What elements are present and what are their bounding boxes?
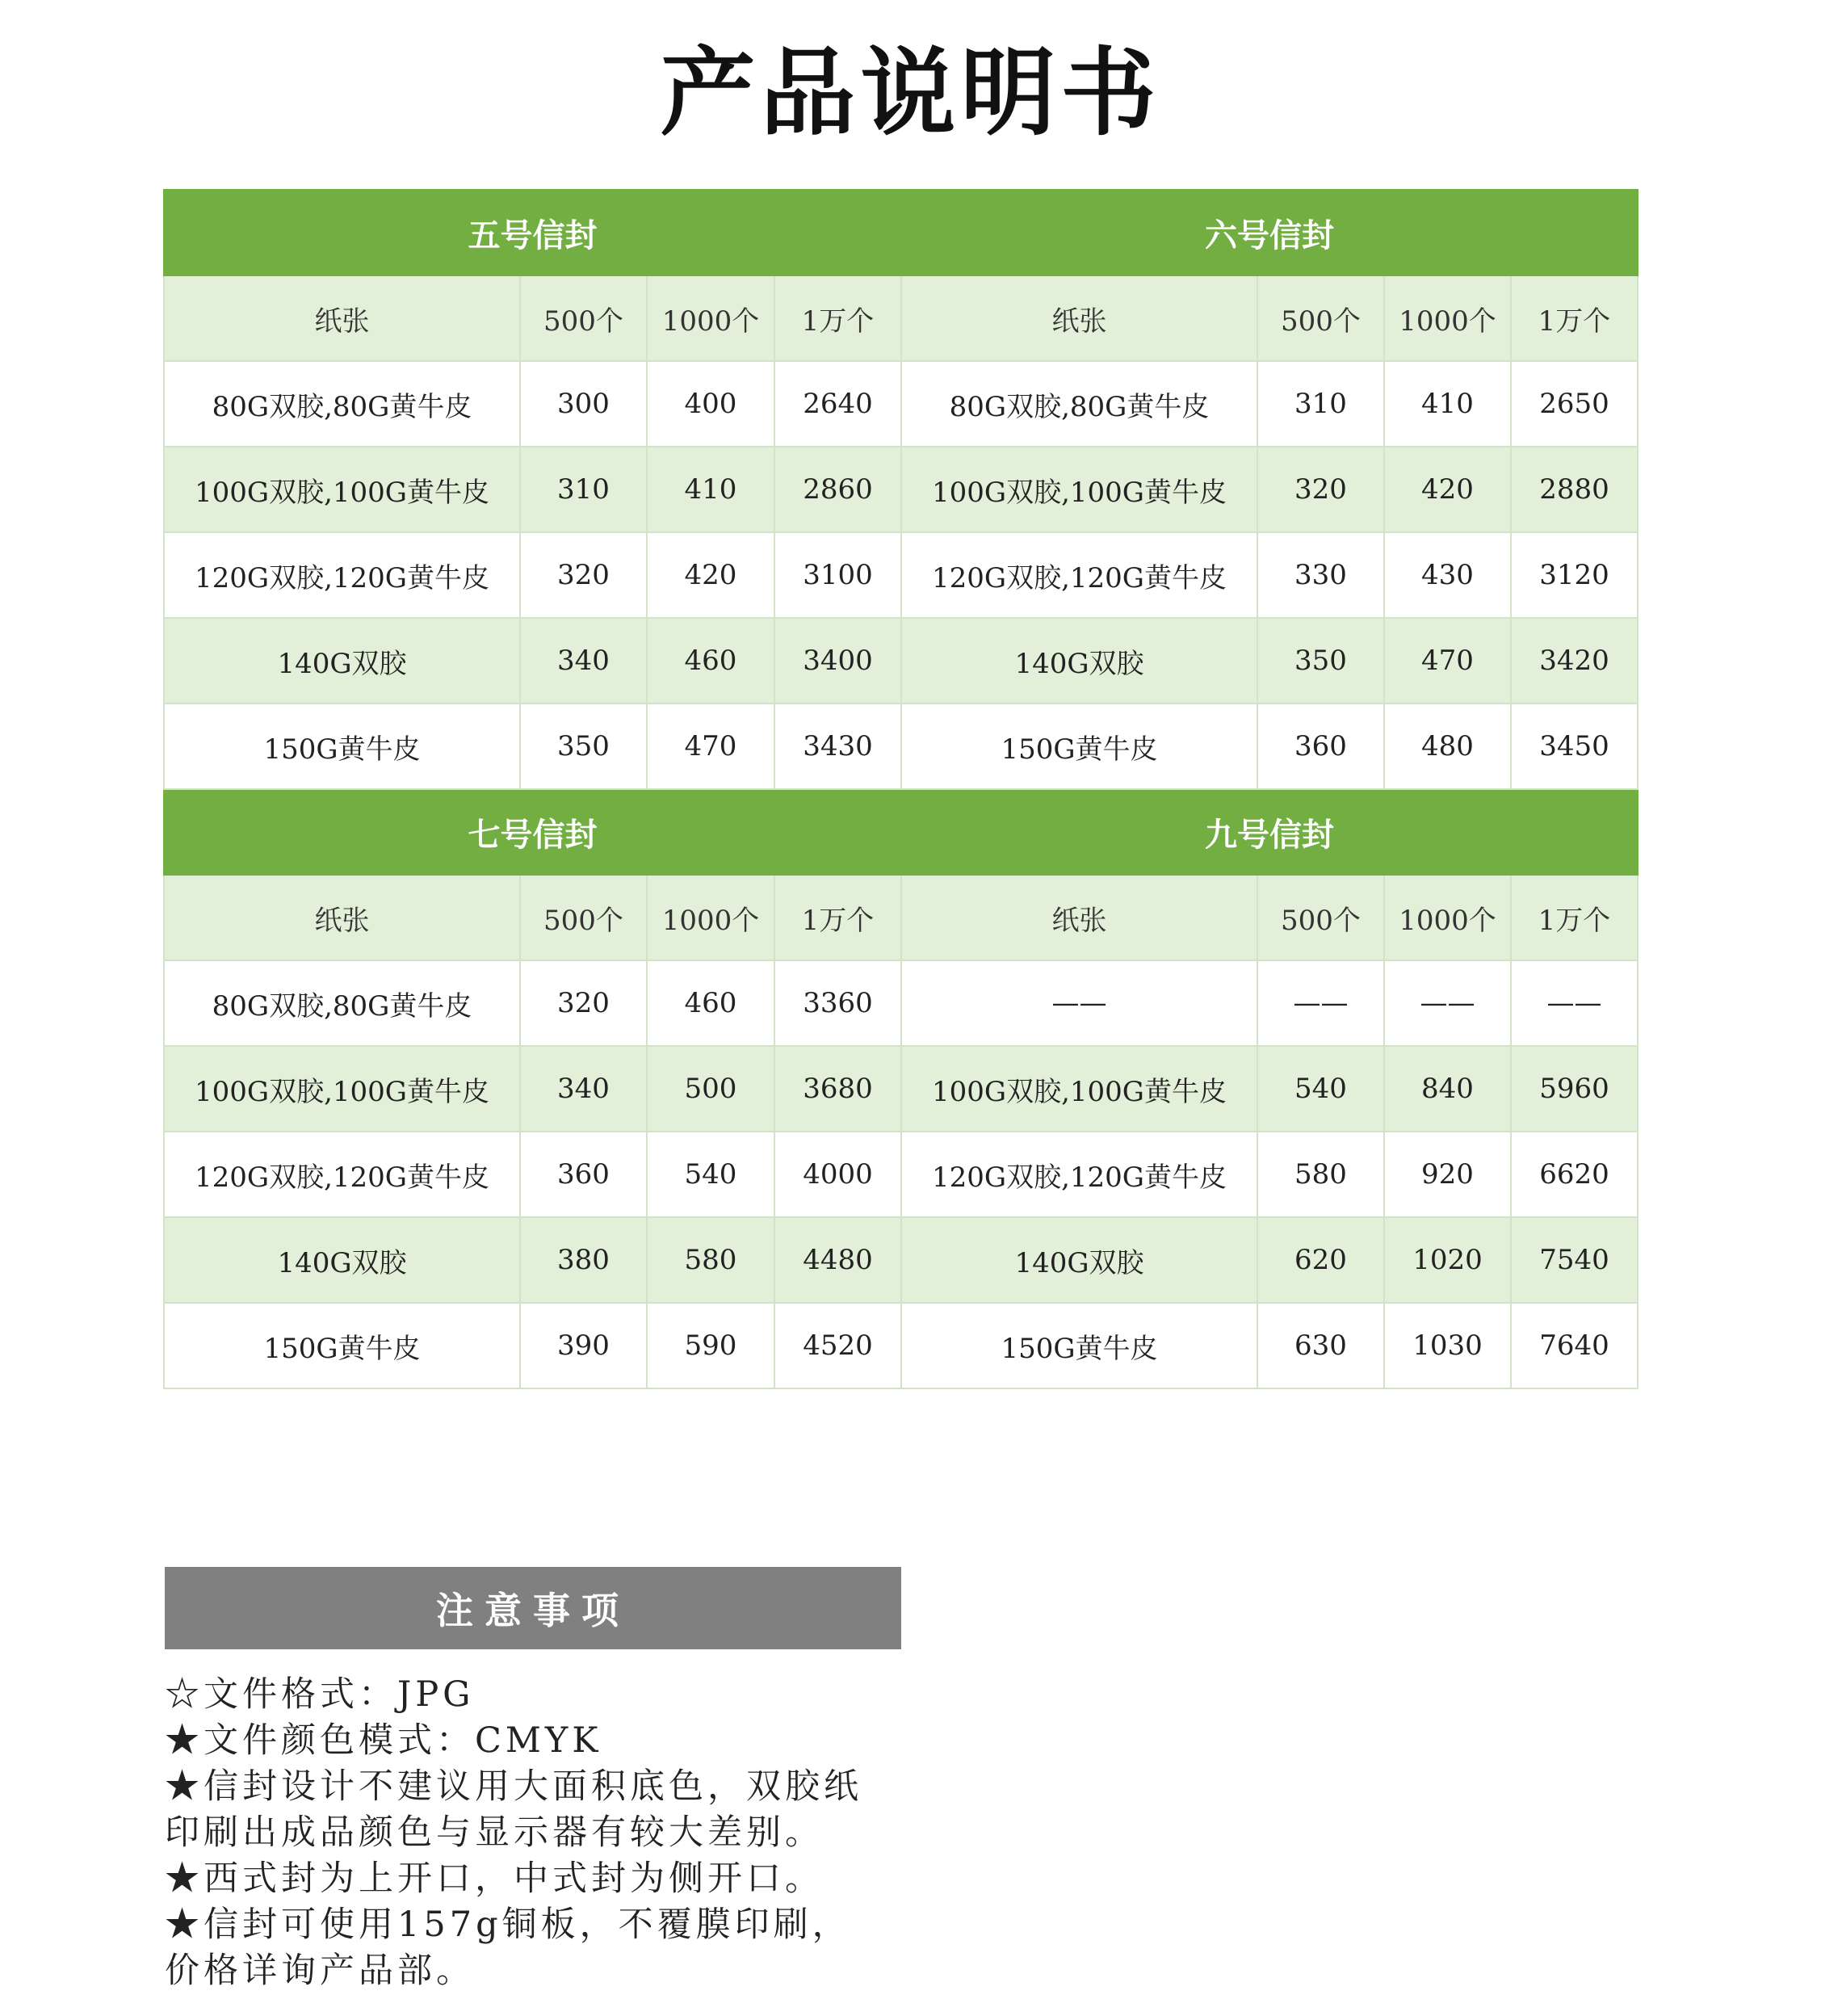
- paper-type-cell: 100G双胶,100G黄牛皮: [164, 447, 520, 532]
- column-header: 纸张: [901, 275, 1257, 361]
- column-header: 1万个: [1511, 275, 1638, 361]
- column-header: 500个: [1257, 275, 1384, 361]
- price-cell: 7640: [1511, 1303, 1638, 1388]
- table-row: [164, 1303, 1638, 1388]
- price-cell: 460: [647, 618, 774, 704]
- price-cell: 360: [520, 1132, 647, 1217]
- paper-type-cell: 150G黄牛皮: [164, 1303, 520, 1388]
- price-cell: 340: [520, 1046, 647, 1132]
- note-line: ★信封设计不建议用大面积底色，双胶纸: [165, 1766, 862, 1807]
- paper-type-cell: 150G黄牛皮: [901, 704, 1257, 789]
- envelope-group-title: 六号信封: [901, 190, 1638, 275]
- price-cell: 310: [1257, 361, 1384, 447]
- price-cell: 2880: [1511, 447, 1638, 532]
- column-header: 500个: [520, 875, 647, 960]
- price-cell: 3420: [1511, 618, 1638, 704]
- price-cell: 470: [1384, 618, 1511, 704]
- price-cell: 3400: [774, 618, 901, 704]
- table-row: [164, 532, 1638, 618]
- column-header: 1万个: [774, 875, 901, 960]
- price-cell: 380: [520, 1217, 647, 1303]
- page-title: 产品说明书: [660, 37, 1161, 149]
- table-row: [164, 960, 1638, 1046]
- price-cell: ——: [1257, 960, 1384, 1046]
- envelope-group-title: 九号信封: [901, 789, 1638, 875]
- paper-type-cell: 80G双胶,80G黄牛皮: [164, 960, 520, 1046]
- note-line: ★信封可使用157g铜板，不覆膜印刷，: [165, 1905, 851, 1945]
- price-cell: 3120: [1511, 532, 1638, 618]
- paper-type-cell: 150G黄牛皮: [164, 704, 520, 789]
- paper-type-cell: 140G双胶: [164, 618, 520, 704]
- paper-type-cell: 140G双胶: [901, 1217, 1257, 1303]
- table-row: [164, 1132, 1638, 1217]
- price-cell: 5960: [1511, 1046, 1638, 1132]
- price-cell: 480: [1384, 704, 1511, 789]
- price-cell: 300: [520, 361, 647, 447]
- price-cell: 350: [1257, 618, 1384, 704]
- price-cell: 460: [647, 960, 774, 1046]
- price-cell: 580: [1257, 1132, 1384, 1217]
- paper-type-cell: 120G双胶,120G黄牛皮: [901, 532, 1257, 618]
- price-cell: 630: [1257, 1303, 1384, 1388]
- table-row: [164, 447, 1638, 532]
- price-cell: 580: [647, 1217, 774, 1303]
- price-cell: 1020: [1384, 1217, 1511, 1303]
- paper-type-cell: 80G双胶,80G黄牛皮: [901, 361, 1257, 447]
- price-cell: 6620: [1511, 1132, 1638, 1217]
- table-row: [164, 1217, 1638, 1303]
- price-cell: 320: [520, 532, 647, 618]
- price-cell: 920: [1384, 1132, 1511, 1217]
- price-cell: 3680: [774, 1046, 901, 1132]
- paper-type-cell: 100G双胶,100G黄牛皮: [901, 1046, 1257, 1132]
- table-row: [164, 704, 1638, 789]
- price-cell: 3100: [774, 532, 901, 618]
- column-header: 1000个: [647, 275, 774, 361]
- column-header: 纸张: [901, 875, 1257, 960]
- price-cell: 3360: [774, 960, 901, 1046]
- notes-heading: 注意事项: [165, 1567, 901, 1649]
- price-cell: 410: [1384, 361, 1511, 447]
- column-header: 1000个: [1384, 875, 1511, 960]
- paper-type-cell: 140G双胶: [901, 618, 1257, 704]
- price-cell: 470: [647, 704, 774, 789]
- price-cell: 2640: [774, 361, 901, 447]
- group-header-row: [164, 190, 1638, 275]
- column-header: 500个: [1257, 875, 1384, 960]
- price-cell: 620: [1257, 1217, 1384, 1303]
- price-cell: 2650: [1511, 361, 1638, 447]
- paper-type-cell: 120G双胶,120G黄牛皮: [164, 532, 520, 618]
- note-line: ☆文件格式：JPG: [165, 1674, 475, 1715]
- note-line: 价格详询产品部。: [165, 1951, 475, 1991]
- envelope-group-title: 七号信封: [164, 789, 901, 875]
- paper-type-cell: 150G黄牛皮: [901, 1303, 1257, 1388]
- column-header: 500个: [520, 275, 647, 361]
- price-cell: 390: [520, 1303, 647, 1388]
- price-cell: 500: [647, 1046, 774, 1132]
- price-cell: 1030: [1384, 1303, 1511, 1388]
- column-header-row: [164, 875, 1638, 960]
- price-cell: 340: [520, 618, 647, 704]
- envelope-group-title: 五号信封: [164, 190, 901, 275]
- price-cell: 7540: [1511, 1217, 1638, 1303]
- column-header: 1000个: [647, 875, 774, 960]
- price-cell: 410: [647, 447, 774, 532]
- price-cell: 420: [1384, 447, 1511, 532]
- price-cell: 400: [647, 361, 774, 447]
- paper-type-cell: 100G双胶,100G黄牛皮: [901, 447, 1257, 532]
- paper-type-cell: ——: [901, 960, 1257, 1046]
- column-header-row: [164, 275, 1638, 361]
- price-cell: 310: [520, 447, 647, 532]
- note-line: ★西式封为上开口，中式封为侧开口。: [165, 1858, 824, 1899]
- paper-type-cell: 120G双胶,120G黄牛皮: [164, 1132, 520, 1217]
- price-cell: ——: [1511, 960, 1638, 1046]
- price-cell: 320: [1257, 447, 1384, 532]
- table-row: [164, 361, 1638, 447]
- price-cell: 540: [1257, 1046, 1384, 1132]
- notes-list: [165, 1672, 972, 1994]
- price-cell: 540: [647, 1132, 774, 1217]
- paper-type-cell: 80G双胶,80G黄牛皮: [164, 361, 520, 447]
- column-header: 1万个: [1511, 875, 1638, 960]
- column-header: 纸张: [164, 875, 520, 960]
- price-cell: 330: [1257, 532, 1384, 618]
- paper-type-cell: 120G双胶,120G黄牛皮: [901, 1132, 1257, 1217]
- price-cell: 4000: [774, 1132, 901, 1217]
- price-table: [163, 189, 1638, 1389]
- column-header: 1万个: [774, 275, 901, 361]
- price-cell: 360: [1257, 704, 1384, 789]
- price-cell: 430: [1384, 532, 1511, 618]
- paper-type-cell: 100G双胶,100G黄牛皮: [164, 1046, 520, 1132]
- note-line: ★文件颜色模式：CMYK: [165, 1720, 602, 1761]
- price-cell: 3430: [774, 704, 901, 789]
- price-cell: ——: [1384, 960, 1511, 1046]
- table-row: [164, 1046, 1638, 1132]
- note-line: 印刷出成品颜色与显示器有较大差别。: [165, 1812, 824, 1853]
- column-header: 1000个: [1384, 275, 1511, 361]
- group-header-row: [164, 789, 1638, 875]
- price-cell: 2860: [774, 447, 901, 532]
- price-cell: 350: [520, 704, 647, 789]
- column-header: 纸张: [164, 275, 520, 361]
- paper-type-cell: 140G双胶: [164, 1217, 520, 1303]
- price-cell: 4480: [774, 1217, 901, 1303]
- price-cell: 4520: [774, 1303, 901, 1388]
- price-cell: 420: [647, 532, 774, 618]
- price-cell: 840: [1384, 1046, 1511, 1132]
- price-cell: 3450: [1511, 704, 1638, 789]
- price-cell: 590: [647, 1303, 774, 1388]
- price-cell: 320: [520, 960, 647, 1046]
- table-row: [164, 618, 1638, 704]
